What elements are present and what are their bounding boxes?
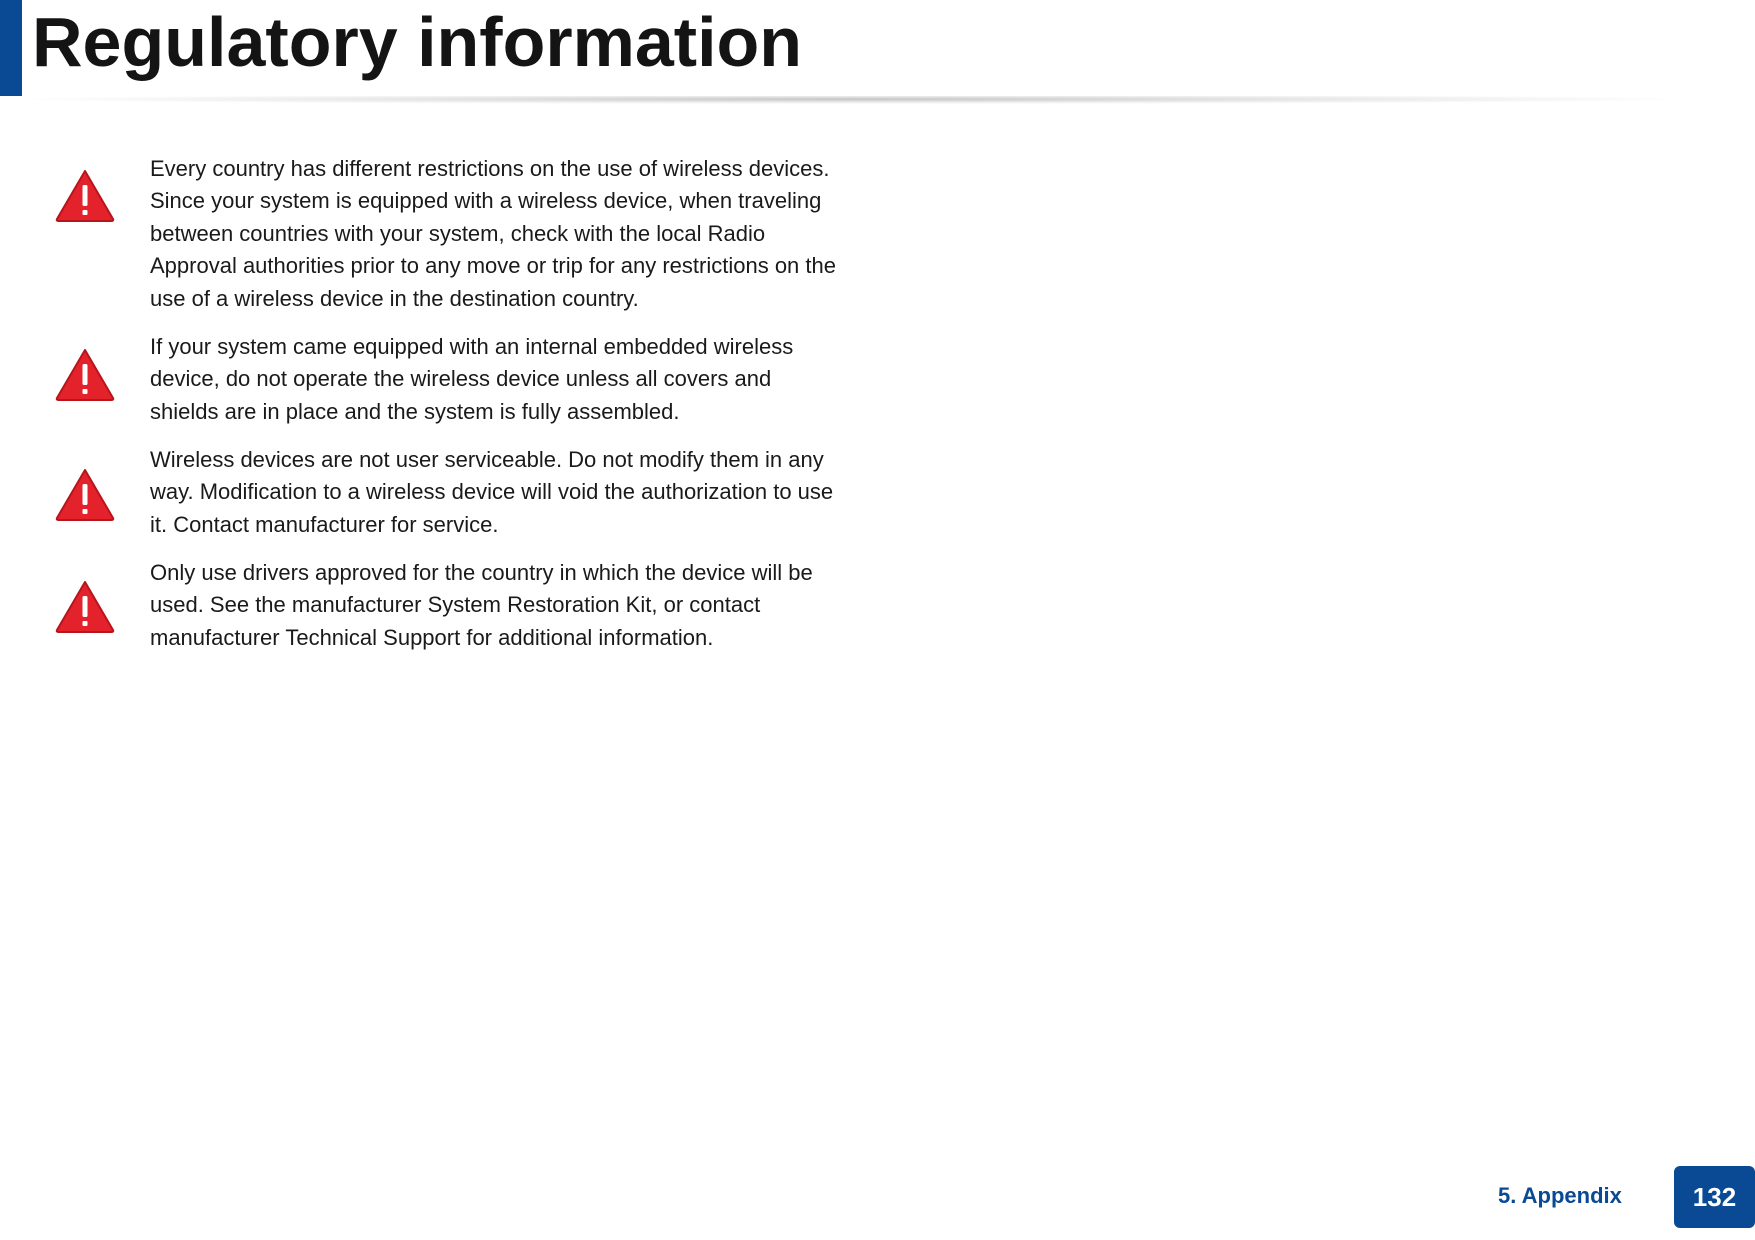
warning-icon (54, 579, 116, 635)
page-number-badge: 132 (1674, 1166, 1755, 1228)
warning-note-text: Only use drivers approved for the country in which the device will be used. See the manufacturer System Restoration Kit, or contact manufacturer Technical Support for additional information. (150, 560, 813, 650)
warning-note-text: Wireless devices are not user serviceable. Do not modify them in any way. Modification to a wireless device will void the authorization to use it. Contact manufacturer for service. (150, 447, 834, 537)
warning-note-text: If your system came equipped with an internal embedded wireless device, do not operate the wireless device unless all covers and shields are in place and the system is fully assembled. (150, 334, 794, 424)
warning-icon (54, 467, 116, 523)
footer-section-label: 5. Appendix (1498, 1183, 1622, 1208)
title-divider (22, 96, 1682, 104)
warning-icon (54, 347, 116, 403)
warning-icon (54, 168, 116, 224)
warning-note-text: Every country has different restrictions on the use of wireless devices. Since your system is equipped with a wireless device, when traveling between countries with your system, check with the local Radio Approval authorities prior to any move or trip for any restrictions on the use of a wireless device in the destination country. (150, 156, 836, 311)
page-title: Regulatory information (32, 3, 803, 81)
header-accent-bar (0, 0, 22, 96)
